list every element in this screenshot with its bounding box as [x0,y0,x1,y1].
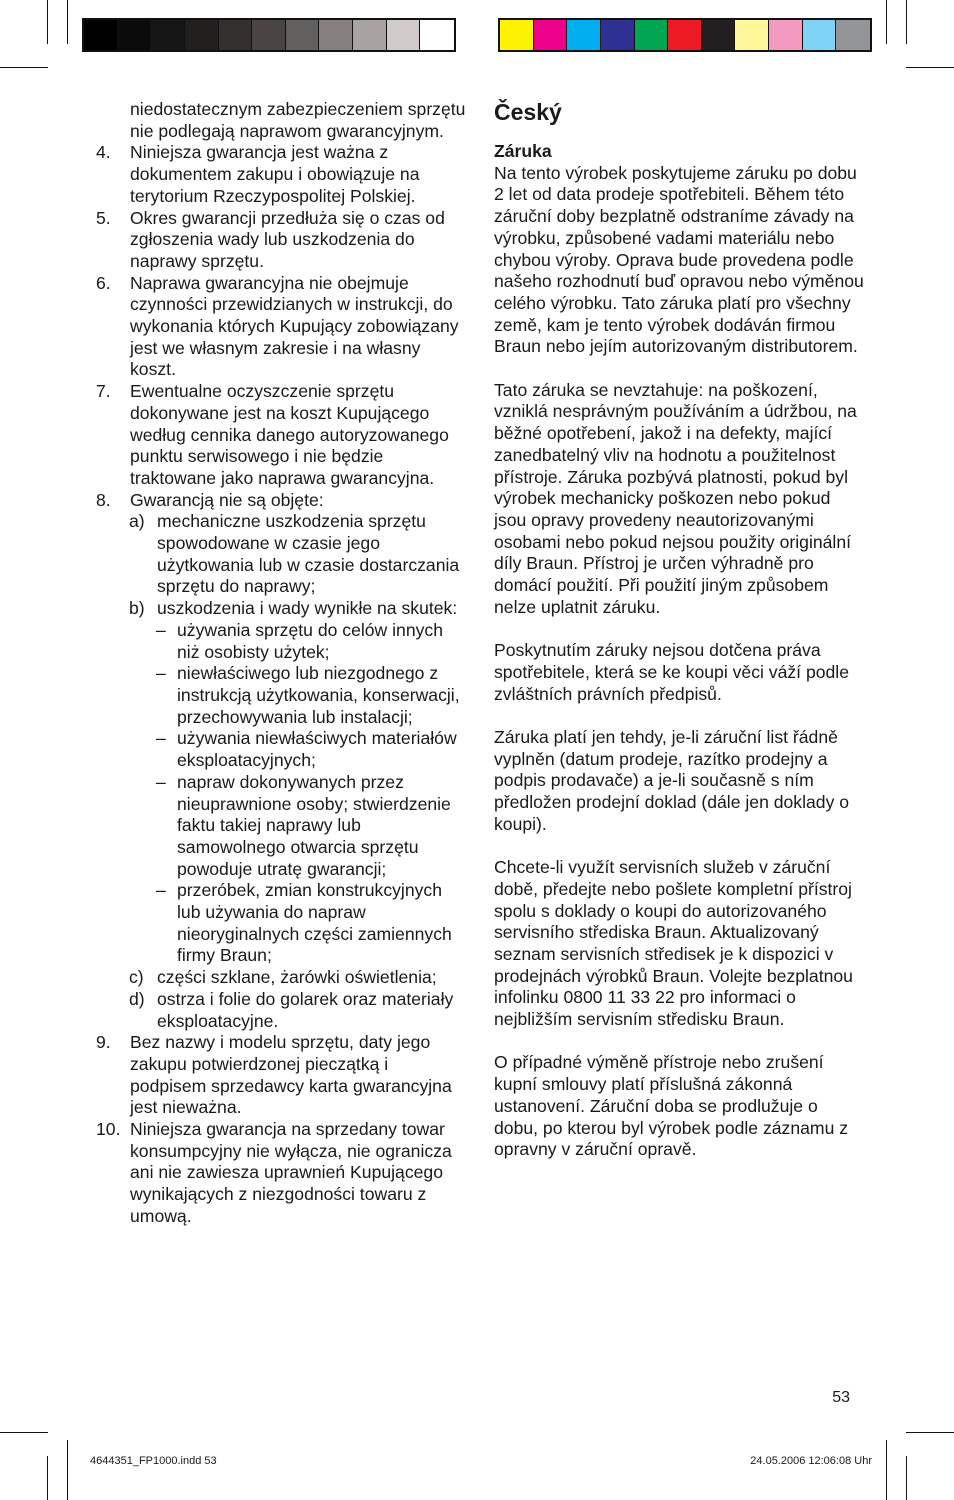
paragraph: Na tento výrobek poskytujeme záruku po dobu 2 let od data prodeje spotřebiteli. Během této záruční doby bezplatně odstraníme závady na výrobku, způsobené vadami materiálu nebo chybou výroby. Oprava bude provedena podle našeho rozhodnutí buď opravou nebo výměnou [494,162,864,292]
list-item: 5. Okres gwarancji przedłuża się o czas od zgłoszenia wady lub uszkodzenia do naprawy sprzętu. [96,207,445,271]
list-item: 6. Naprawa gwarancyjna nie obejmuje czynności przewidzianych w instrukcji, do wykonania których Kupujący zobowiązany jest we własnym zakresie i na własny koszt. [96,272,459,380]
paragraph: celého výrobku. Tato záruka platí pro všechny země, kam je tento výrobek dodáván firmou Braun nebo jejím autorizovaným distributorem. [494,292,858,357]
date-slug: 24.05.2006 12:06:08 Uhr [750,1455,872,1467]
crop-mark [47,1456,48,1500]
crop-mark [906,1456,907,1500]
dash-item: – używania niewłaściwych materiałów eksploatacyjnych; [156,728,457,771]
color-swatch [534,20,568,50]
list-item: 8. Gwarancją nie są objęte: [96,489,324,510]
crop-mark [886,0,887,44]
polish-warranty-column [96,99,468,1228]
dash-list [96,620,468,967]
file-slug: 4644351_FP1000.indd 53 [90,1455,217,1467]
subheading: Záruka [494,141,552,161]
page-number: 53 [832,1389,850,1406]
color-swatch [319,20,353,50]
color-swatch [836,20,870,50]
list-item: 4. Niniejsza gwarancja jest ważna z dokumentem zakupu i obowiązuje na terytorium Rzeczypospolitej Polskiej. [96,142,420,206]
crop-mark [886,1440,887,1500]
grayscale-color-bar [82,18,456,52]
crop-mark [906,0,907,44]
paragraph: Záruka platí jen tehdy, je-li záruční list řádně vyplněn (datum prodeje, razítko prodejny a podpis prodavače) a je-li současně s ním předložen prodejní doklad (dále jen doklady o koupi). [494,726,850,834]
process-color-bar [498,18,872,52]
crop-mark [906,1432,954,1433]
czech-warranty-column [494,99,866,1183]
section-heading: Český [494,99,562,125]
color-swatch [353,20,387,50]
crop-mark [47,0,48,44]
color-swatch [118,20,152,50]
list-item-8b: b) uszkodzenia i wady wynikłe na skutek: [129,598,458,619]
color-swatch [286,20,320,50]
color-swatch [252,20,286,50]
color-swatch [500,20,534,50]
color-swatch [151,20,185,50]
paragraph: Chcete-li využít servisních služeb v záruční době, předejte nebo pošlete kompletní přístroj spolu s doklady o koupi do autorizovaného servisního střediska Braun. Aktualizovaný seznam servisních středisek je k dispozici v prodejnách výrobků Braun. Volejte bezplatnou infolinku 0800 11 33 22 pro informaci o nejbližším servisním středisku Braun. [494,857,853,1030]
crop-mark [67,0,68,44]
color-swatch [668,20,702,50]
color-swatch [84,20,118,50]
color-swatch [601,20,635,50]
color-swatch [702,20,736,50]
dash-item: – napraw dokonywanych przez nieuprawnione osoby; stwierdzenie faktu takiej naprawy lub samowolnego otwarcia sprzętu powoduje utratę gwarancji; [156,771,451,879]
crop-mark [67,1440,68,1500]
paragraph: O případné výměně přístroje nebo zrušení kupní smlouvy platí příslušná zákonná ustanovení. Záruční doba se prodlužuje o dobu, po kterou byl výrobek podle záznamu z opravny v záruční opravě. [494,1052,849,1160]
dash-item: – używania sprzętu do celów innych niż osobisty użytek; [156,619,444,662]
list-item-8d: d) ostrza i folie do golarek oraz materiały eksploatacyjne. [129,988,454,1031]
paragraph: Poskytnutím záruky nejsou dotčena práva spotřebitele, která se ke koupi věci váží podle zvláštních právních předpisů. [494,640,850,704]
color-swatch [567,20,601,50]
list-item-9: 9. Bez nazwy i modelu sprzętu, daty jego zakupu potwierdzonej pieczątką i podpisem sprzedawcy karta gwarancyjna jest nieważna. [96,1032,452,1118]
warranty-list [96,142,468,511]
list-item-8c: c) części szklane, żarówki oświetlenia; [129,967,437,988]
color-swatch [387,20,421,50]
list-item: 7. Ewentualne oczyszczenie sprzętu dokonywane jest na koszt Kupującego według cennika danego autoryzowanego punktu serwisowego i nie będzie traktowane jako naprawa gwarancyjna. [96,381,449,488]
color-swatch [635,20,669,50]
crop-mark [0,67,48,68]
crop-mark [906,67,954,68]
list-item-8a: a) mechaniczne uszkodzenia sprzętu spowodowane w czasie jego użytkowania lub w czasie dostarczania sprzętu do naprawy; [129,511,460,597]
paragraph: Tato záruka se nevztahuje: na poškození, vzniklá nesprávným používáním a údržbou, na běžné opotřebení, jakož i na defekty, mající zanedbatelný vliv na hodnotu a použitelnost přístroje. Záruka pozbývá platnosti, pokud byl výrobek mechanicky poškozen nebo pokud jsou opravy provedeny neautorizovanými osobami nebo pokud nejsou použity originální díly Braun. Přístroj je určen výhradně pro domácí použití. Při použití jiným způsobem nelze uplatnit záruku. [494,379,857,617]
intro-continuation: niedostatecznym zabezpieczeniem sprzętu nie podlegają naprawom gwarancyjnym. [130,99,466,141]
dash-item: – przeróbek, zmian konstrukcyjnych lub używania do napraw nieoryginalnych części zamiennych firmy Braun; [156,880,452,966]
color-swatch [420,20,454,50]
color-swatch [219,20,253,50]
color-swatch [185,20,219,50]
dash-item: – niewłaściwego lub niezgodnego z instrukcją użytkowania, konserwacji, przechowywania lub instalacji; [156,663,460,727]
color-swatch [803,20,837,50]
color-swatch [769,20,803,50]
list-item-10: 10. Niniejsza gwarancja na sprzedany towar konsumpcyjny nie wyłącza, nie ogranicza ani nie zawiesza uprawnień Kupującego wynikających z niezgodności towaru z umową. [96,1119,452,1226]
color-swatch [735,20,769,50]
crop-mark [0,1432,48,1433]
